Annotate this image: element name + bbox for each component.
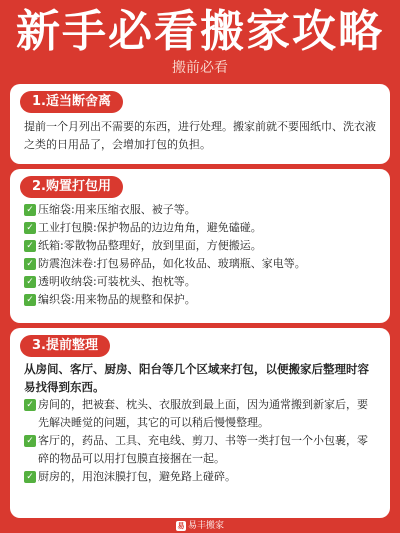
check-icon: ✓	[24, 222, 36, 234]
list-item	[24, 468, 378, 486]
check-icon: ✓	[24, 276, 36, 288]
check-icon: ✓	[24, 294, 36, 306]
list-item	[24, 201, 378, 219]
list-item-text: 房间的，把被套、枕头、衣服放到最上面，因为通常搬到新家后，要先解决睡觉的问题，其它的可以稍后慢慢整理。	[38, 398, 368, 429]
list-item	[24, 255, 378, 273]
section-card-2	[10, 169, 390, 323]
brand-name: 易丰搬家	[187, 521, 224, 531]
brand-logo-icon: 易	[177, 521, 185, 530]
check-icon: ✓	[24, 471, 36, 483]
section-card-1	[10, 84, 390, 164]
section-badge: 1.适当断舍离	[20, 91, 123, 113]
section-badge: 2.购置打包用	[20, 176, 123, 198]
check-icon: ✓	[24, 435, 36, 447]
list-item-text: 客厅的，药品、工具、充电线、剪刀、书等一类打包一个小包裹，零碎的物品可以用打包膜直接捆在一起。	[38, 434, 368, 465]
list-item-text: 工业打包膜:保护物品的边边角角，避免磕碰。	[38, 221, 262, 234]
list-item	[24, 291, 378, 309]
section-badge: 3.提前整理	[20, 335, 110, 357]
list-item-text: 纸箱:零散物品整理好，放到里面，方便搬运。	[38, 239, 262, 252]
list-item	[24, 273, 378, 291]
footer-brand	[0, 519, 400, 533]
list-item-text: 压缩袋:用来压缩衣服、被子等。	[38, 203, 196, 216]
checklist	[24, 201, 378, 309]
section-intro: 从房间、客厅、厨房、阳台等几个区域来打包，以便搬家后整理时容易找得到东西。	[24, 362, 369, 394]
section-card-3	[10, 328, 390, 518]
list-item	[24, 237, 378, 255]
list-item-text: 防震泡沫卷:打包易碎品，如化妆品、玻璃瓶、家电等。	[38, 257, 306, 270]
check-icon: ✓	[24, 399, 36, 411]
section-paragraph: 提前一个月列出不需要的东西，进行处理。搬家前就不要囤纸巾、洗衣液之类的日用品了，会增加打包的负担。	[24, 120, 376, 151]
list-item	[24, 396, 378, 432]
list-item-text: 透明收纳袋:可装枕头、抱枕等。	[38, 275, 196, 288]
page-subtitle: 搬前必看	[172, 60, 228, 76]
section-content	[24, 360, 378, 486]
check-icon: ✓	[24, 258, 36, 270]
check-icon: ✓	[24, 204, 36, 216]
list-item	[24, 432, 378, 468]
page-title: 新手必看搬家攻略	[16, 6, 384, 57]
list-item	[24, 219, 378, 237]
list-item-text: 厨房的，用泡沫膜打包，避免路上碰碎。	[38, 470, 236, 483]
list-item-text: 编织袋:用来物品的规整和保护。	[38, 293, 196, 306]
check-icon: ✓	[24, 240, 36, 252]
